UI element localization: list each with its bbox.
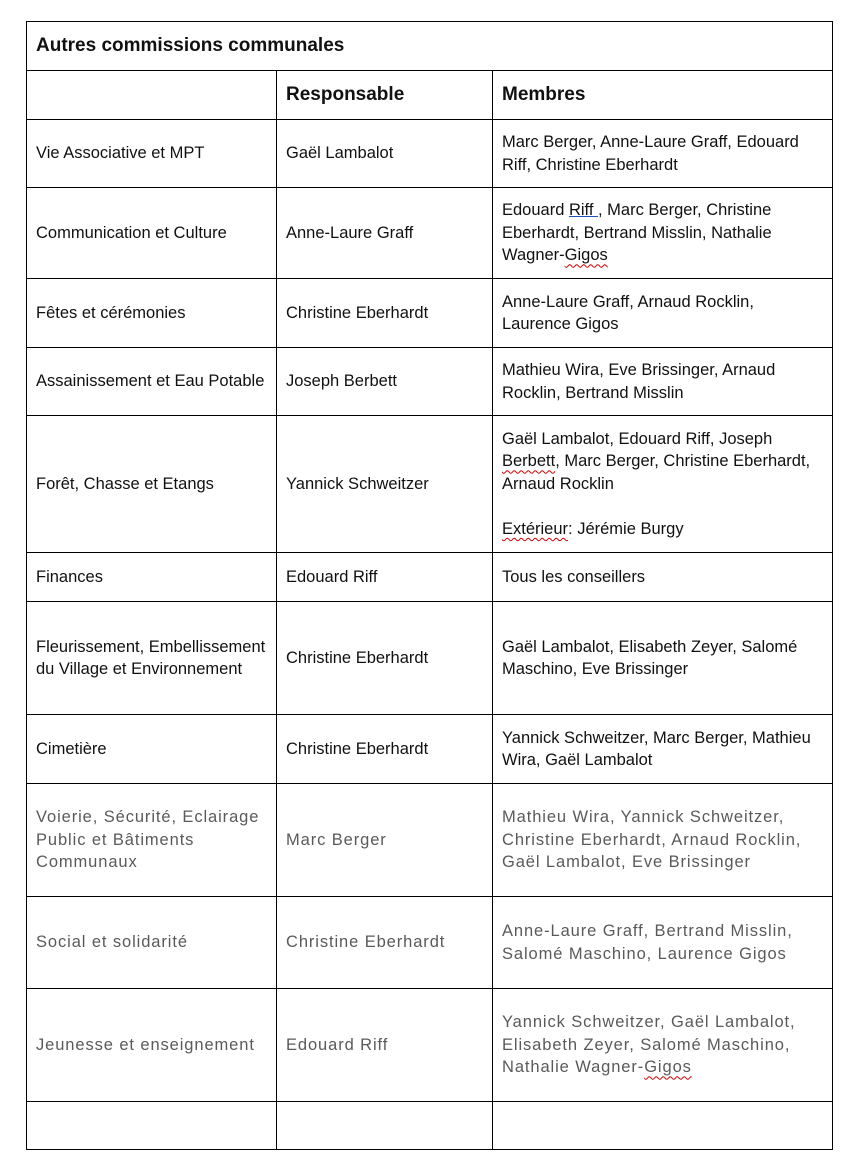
membres-cell — [493, 416, 833, 553]
table-row — [27, 553, 833, 602]
commission-cell: Communication et Culture — [27, 188, 277, 279]
membres-cell: Gaël Lambalot, Elisabeth Zeyer, Salomé Maschino, Eve Brissinger — [493, 602, 833, 715]
responsable-cell: Joseph Berbett — [277, 348, 493, 416]
commission-cell: Forêt, Chasse et Etangs — [27, 416, 277, 553]
title-row — [27, 22, 833, 71]
responsable-cell: Yannick Schweitzer — [277, 416, 493, 553]
responsable-cell: Christine Eberhardt — [277, 602, 493, 715]
header-commission — [27, 71, 277, 120]
responsable-cell: Marc Berger — [277, 784, 493, 897]
table-title: Autres commissions communales — [27, 22, 833, 71]
exterieur-label: Extérieur — [502, 519, 569, 538]
responsable-cell: Christine Eberhardt — [277, 897, 493, 989]
responsable-cell: Anne-Laure Graff — [277, 188, 493, 279]
exterieur-value: : Jérémie Burgy — [568, 519, 684, 538]
membres-text: Edouard — [502, 201, 569, 220]
membres-cell: Marc Berger, Anne-Laure Graff, Edouard Riff, Christine Eberhardt — [493, 120, 833, 188]
header-row — [27, 71, 833, 120]
membres-text: Marc Berger, Christine Eberhardt, Bertrand Misslin, Nathalie Wagner- — [502, 201, 772, 265]
commission-cell: Finances — [27, 553, 277, 602]
responsable-cell: Edouard Riff — [277, 989, 493, 1102]
membres-link[interactable]: Riff , — [568, 201, 603, 220]
responsable-cell — [277, 1102, 493, 1150]
responsable-cell: Christine Eberhardt — [277, 715, 493, 784]
membres-cell: Anne-Laure Graff, Bertrand Misslin, Salomé Maschino, Laurence Gigos — [493, 897, 833, 989]
commission-cell: Fleurissement, Embellissement du Village et Environnement — [27, 602, 277, 715]
commission-cell: Assainissement et Eau Potable — [27, 348, 277, 416]
table-row — [27, 279, 833, 348]
commission-cell: Social et solidarité — [27, 897, 277, 989]
table-row — [27, 715, 833, 784]
membres-cell — [493, 188, 833, 279]
table-row — [27, 120, 833, 188]
commissions-table — [26, 21, 833, 1150]
table-row — [27, 784, 833, 897]
membres-cell: Tous les conseillers — [493, 553, 833, 602]
table-row — [27, 602, 833, 715]
membres-cell — [493, 1102, 833, 1150]
membres-text: Gaël Lambalot, Edouard Riff, Joseph — [502, 429, 773, 448]
table-row — [27, 897, 833, 989]
membres-cell: Anne-Laure Graff, Arnaud Rocklin, Laurence Gigos — [493, 279, 833, 348]
commission-cell: Fêtes et cérémonies — [27, 279, 277, 348]
table-row — [27, 348, 833, 416]
spellcheck-word: Gigos — [564, 246, 608, 265]
spellcheck-word: Berbett — [502, 452, 556, 471]
responsable-cell: Christine Eberhardt — [277, 279, 493, 348]
membres-cell: Yannick Schweitzer, Marc Berger, Mathieu Wira, Gaël Lambalot — [493, 715, 833, 784]
membres-text: Yannick Schweitzer, Gaël Lambalot, Elisabeth Zeyer, Salomé Maschino, Nathalie Wagner- — [502, 1013, 796, 1077]
header-responsable: Responsable — [277, 71, 493, 120]
commission-cell — [27, 1102, 277, 1150]
membres-cell: Mathieu Wira, Eve Brissinger, Arnaud Rocklin, Bertrand Misslin — [493, 348, 833, 416]
spellcheck-word: Gigos — [644, 1058, 692, 1077]
table-row — [27, 188, 833, 279]
table-row — [27, 416, 833, 553]
commission-cell: Jeunesse et enseignement — [27, 989, 277, 1102]
table-row — [27, 989, 833, 1102]
membres-cell: Mathieu Wira, Yannick Schweitzer, Christine Eberhardt, Arnaud Rocklin, Gaël Lambalot, Eve Brissinger — [493, 784, 833, 897]
membres-cell — [493, 989, 833, 1102]
commission-cell: Cimetière — [27, 715, 277, 784]
table-row — [27, 1102, 833, 1150]
header-membres: Membres — [493, 71, 833, 120]
membres-text: , Marc Berger, Christine Eberhardt, Arnaud Rocklin — [502, 452, 811, 493]
commission-cell: Voierie, Sécurité, Eclairage Public et Bâtiments Communaux — [27, 784, 277, 897]
responsable-cell: Edouard Riff — [277, 553, 493, 602]
commission-cell: Vie Associative et MPT — [27, 120, 277, 188]
responsable-cell: Gaël Lambalot — [277, 120, 493, 188]
